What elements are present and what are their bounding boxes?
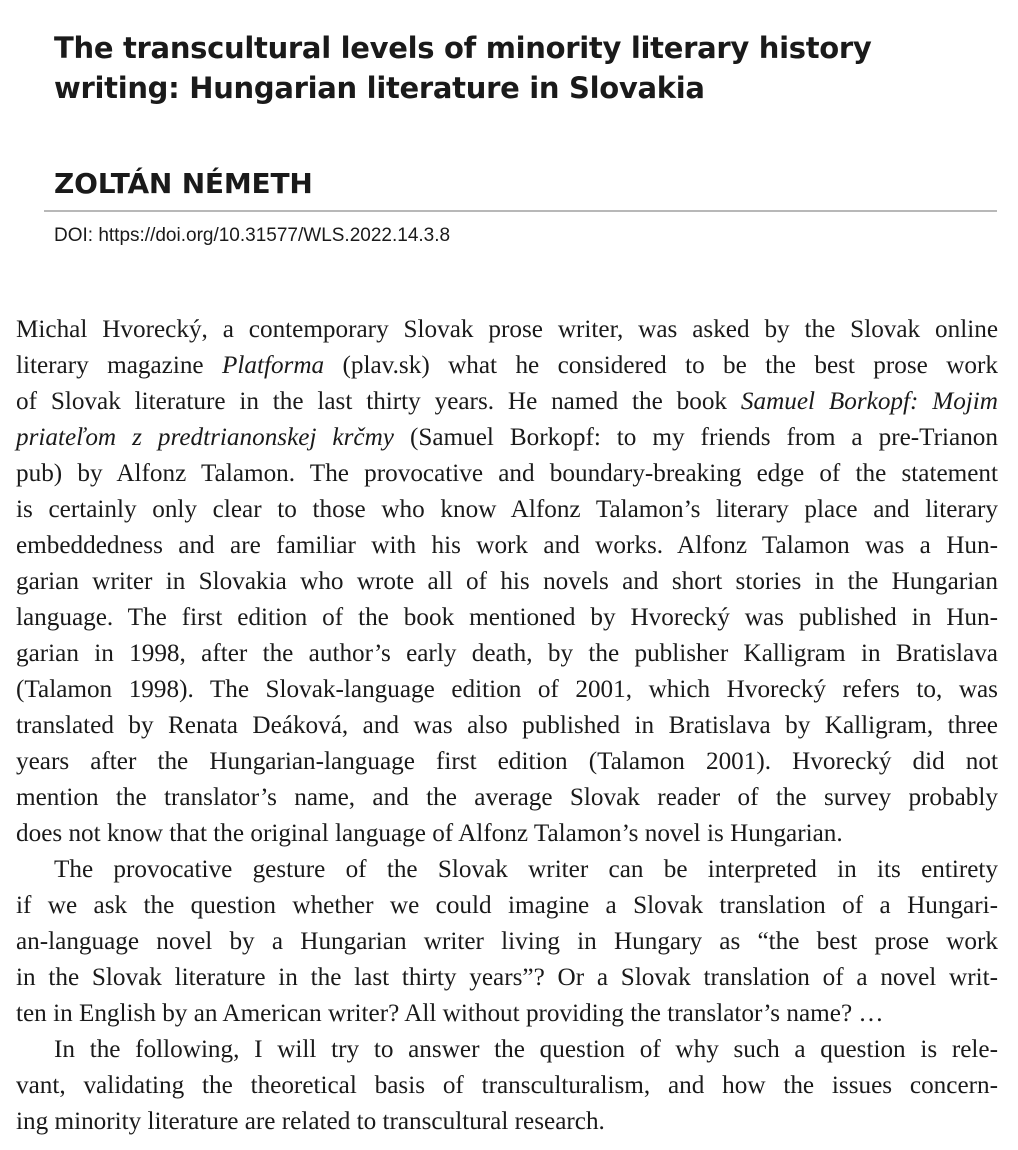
paragraph-3 (16, 1032, 998, 1140)
text-line: if we ask the question whether we could imagine a Slovak translation of a Hungari- (16, 892, 998, 919)
text-line: literary magazine Platforma (plav.sk) what he considered to be the best prose work (16, 352, 999, 379)
paragraph-1 (16, 312, 998, 852)
text-line: does not know that the original language of Alfonz Talamon’s novel is Hungarian. (16, 820, 843, 847)
book-title-italic: priateľom z predtrianonskej krčmy (16, 424, 394, 451)
text-line: Michal Hvorecký, a contemporary Slovak prose writer, was asked by the Slovak online (16, 316, 998, 343)
text-line: mention the translator’s name, and the average Slovak reader of the survey probably (16, 784, 998, 811)
text-line: years after the Hungarian-language first edition (Talamon 2001). Hvorecký did not (16, 748, 998, 775)
article-title-line-1: The transcultural levels of minority literary history (54, 31, 872, 65)
magazine-title-italic: Platforma (221, 352, 325, 379)
text-line: garian writer in Slovakia who wrote all of his novels and short stories in the Hungarian (16, 568, 998, 595)
text-line: priateľom z predtrianonskej krčmy (Samuel Borkopf: to my friends from a pre-Trianon (16, 424, 998, 451)
text-line: The provocative gesture of the Slovak writer can be interpreted in its entirety (54, 856, 998, 883)
book-title-italic: Samuel Borkopf: Mojim (740, 388, 998, 415)
text-line: an-language novel by a Hungarian writer living in Hungary as “the best prose work (16, 928, 998, 955)
doi-link[interactable]: DOI: https://doi.org/10.31577/WLS.2022.14.3.8 (54, 225, 451, 246)
text-line: vant, validating the theoretical basis of transculturalism, and how the issues concern- (16, 1072, 998, 1099)
text-line: embeddedness and are familiar with his work and works. Alfonz Talamon was a Hun- (16, 532, 998, 559)
article-title (54, 28, 974, 108)
text-line: language. The first edition of the book mentioned by Hvorecký was published in Hun- (16, 604, 998, 631)
text-line: (Talamon 1998). The Slovak-language edition of 2001, which Hvorecký refers to, was (16, 676, 998, 703)
article-title-line-2: writing: Hungarian literature in Slovakia (54, 71, 705, 105)
text-line: In the following, I will try to answer the question of why such a question is rele- (54, 1036, 998, 1063)
text-line: pub) by Alfonz Talamon. The provocative and boundary-breaking edge of the statement (16, 460, 998, 487)
text-line: is certainly only clear to those who know Alfonz Talamon’s literary place and literary (16, 496, 998, 523)
header-divider (44, 210, 997, 212)
text-line: ing minority literature are related to transcultural research. (16, 1108, 605, 1135)
text-line: garian in 1998, after the author’s early death, by the publisher Kalligram in Bratislava (16, 640, 998, 667)
text-line: ten in English by an American writer? All without providing the translator’s name? … (16, 1000, 884, 1027)
text-line: in the Slovak literature in the last thirty years”? Or a Slovak translation of a novel writ- (16, 964, 998, 991)
paragraph-2 (16, 852, 998, 1032)
text-line: translated by Renata Deáková, and was also published in Bratislava by Kalligram, three (16, 712, 998, 739)
author-name: ZOLTÁN NÉMETH (54, 167, 313, 200)
article-body (16, 312, 998, 1140)
text-line: of Slovak literature in the last thirty years. He named the book Samuel Borkopf: Mojim (16, 388, 998, 415)
